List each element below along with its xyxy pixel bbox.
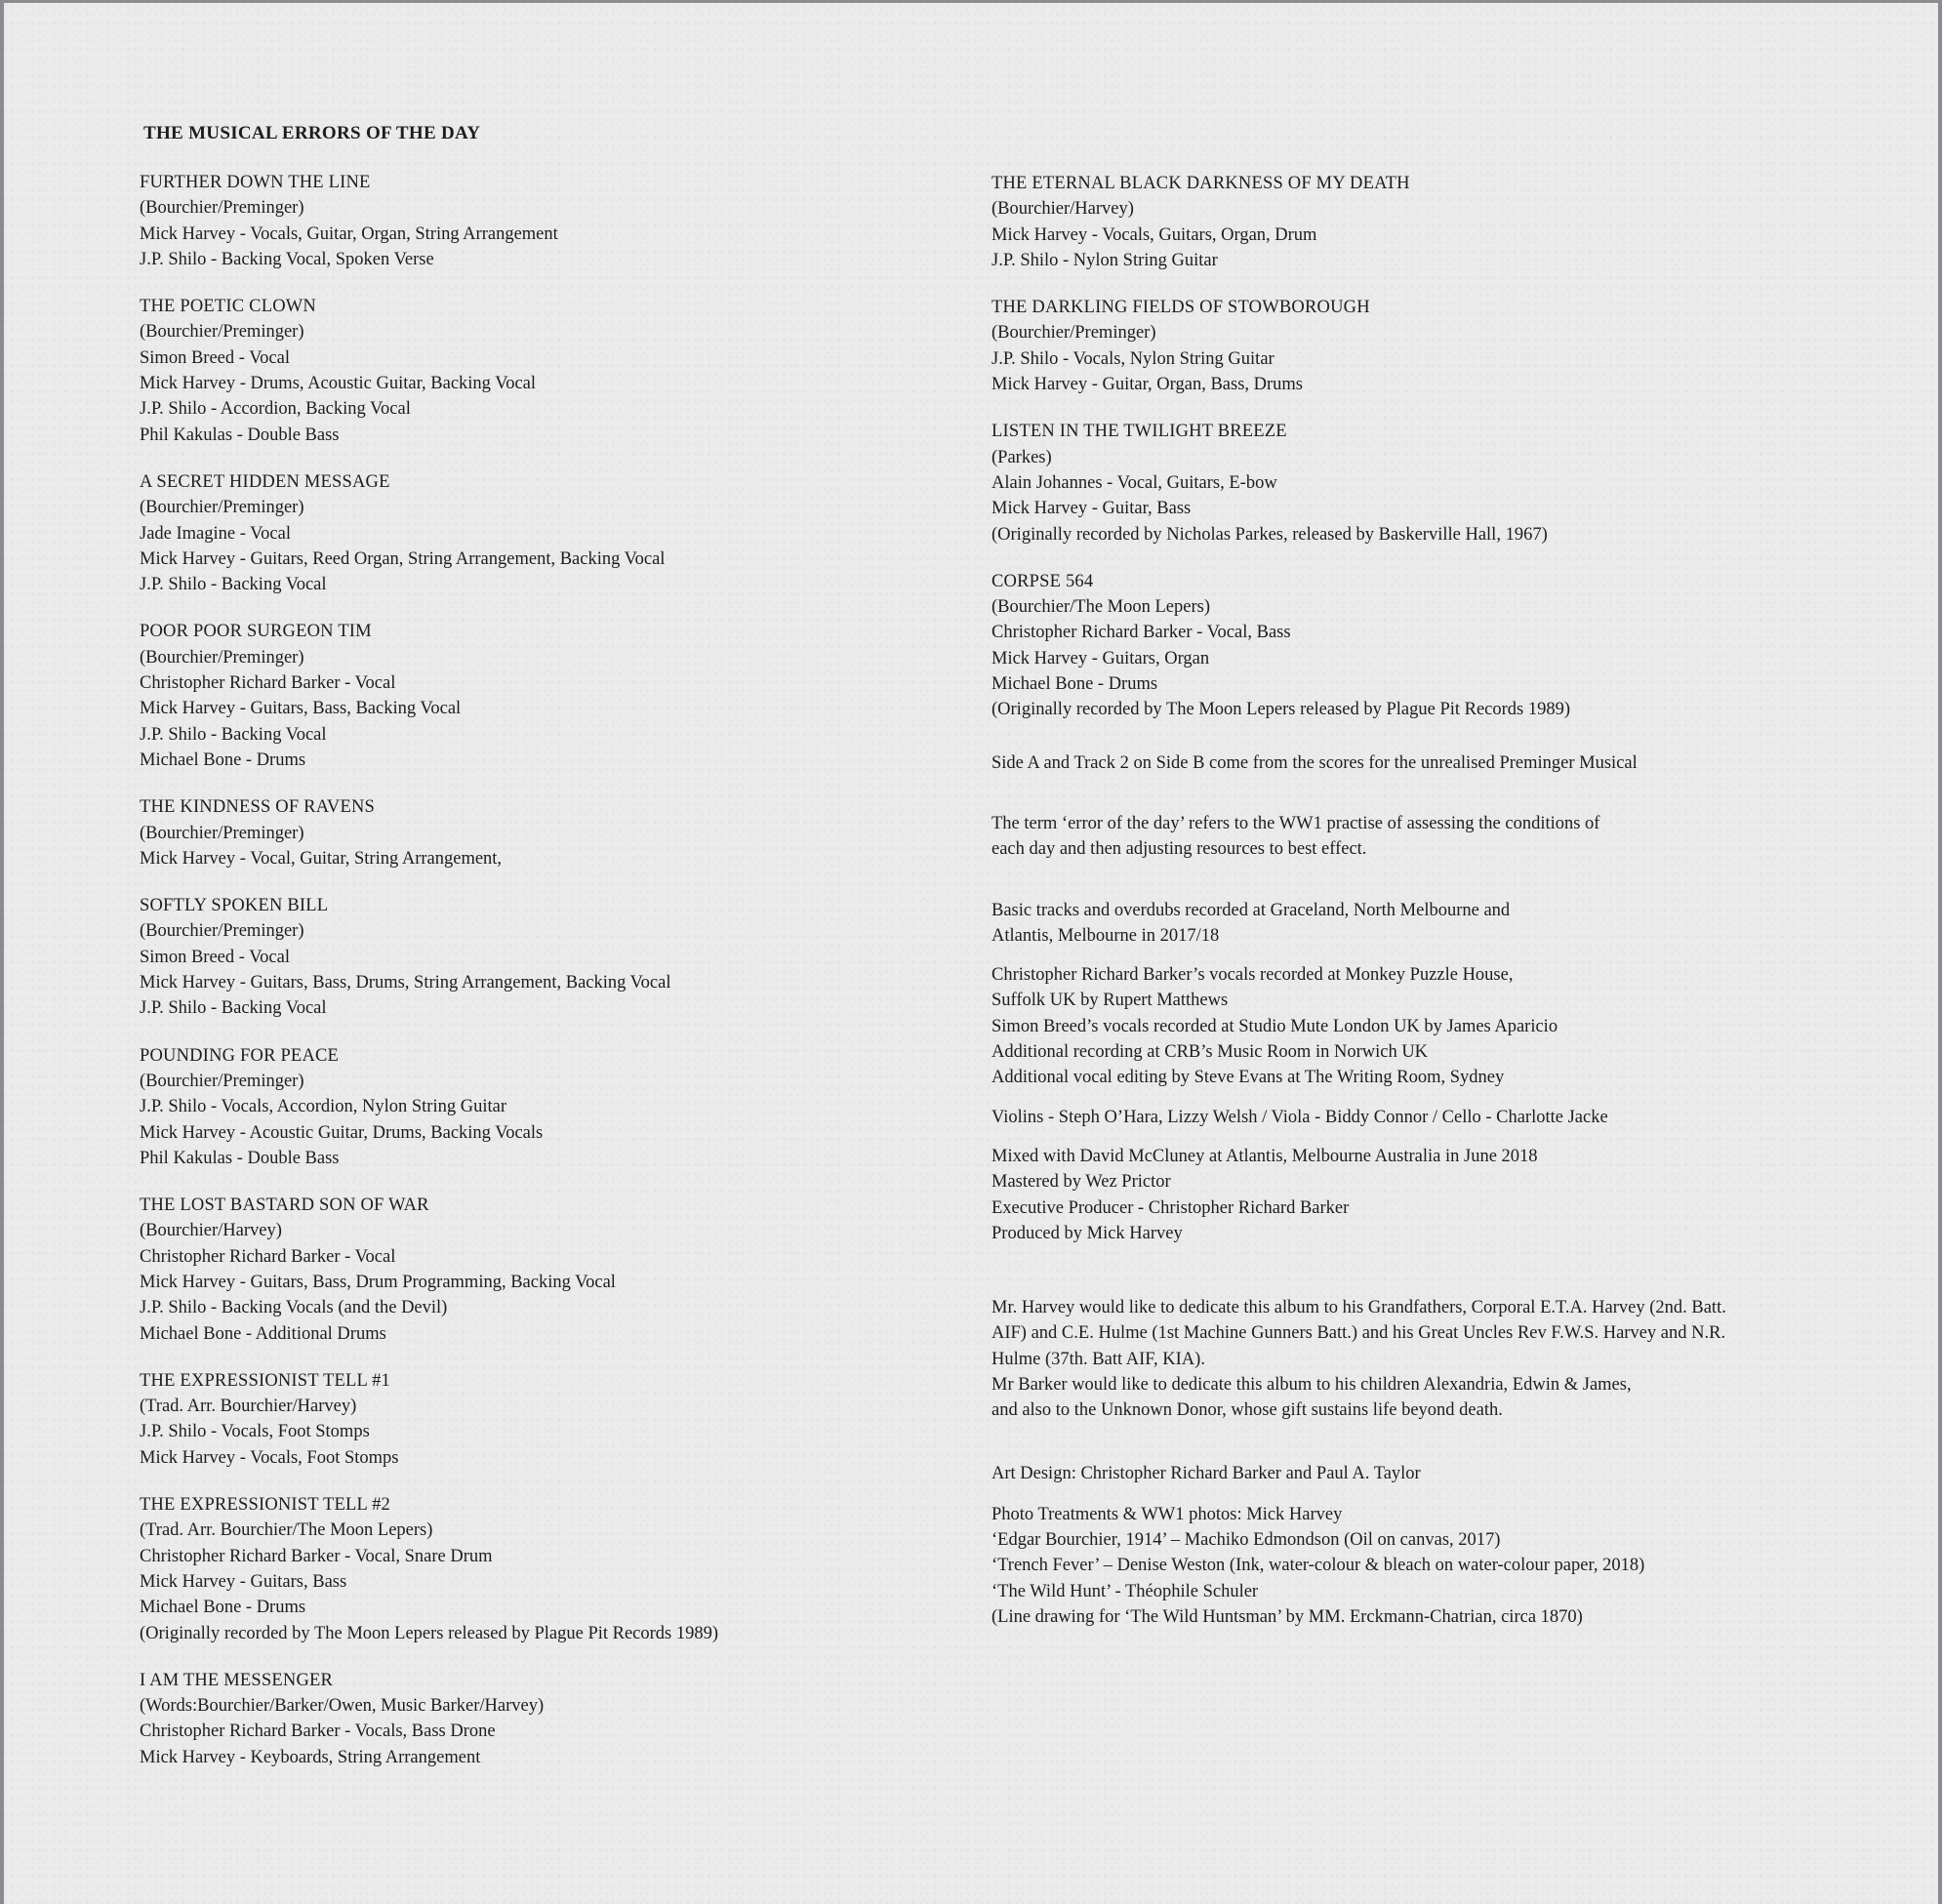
track-title: THE LOST BASTARD SON OF WAR (140, 1195, 429, 1216)
credit-line: Christopher Richard Barker - Vocal (140, 673, 396, 694)
track-title: THE KINDNESS OF RAVENS (140, 797, 375, 818)
track-entry (140, 1043, 862, 1171)
track-entry (140, 1368, 862, 1471)
note-line: and also to the Unknown Donor, whose gift sustains life beyond death. (991, 1400, 1503, 1421)
note-block (991, 750, 1919, 776)
track-title: THE DARKLING FIELDS OF STOWBOROUGH (991, 298, 1370, 318)
credit-line: Mick Harvey - Drums, Acoustic Guitar, Backing Vocal (140, 374, 537, 394)
credit-line: Mick Harvey - Keyboards, String Arrangement (140, 1747, 481, 1767)
credit-line: (Bourchier/Preminger) (140, 823, 304, 843)
note-line: ‘Trench Fever’ – Denise Weston (Ink, water-colour & bleach on water-colour paper, 2018) (991, 1556, 1645, 1576)
credit-line: J.P. Shilo - Backing Vocals (and the Devil) (140, 1298, 448, 1318)
track-entry (991, 171, 1919, 273)
note-line: Photo Treatments & WW1 photos: Mick Harvey (991, 1504, 1343, 1524)
note-line: ‘Edgar Bourchier, 1914’ – Machiko Edmondson (Oil on canvas, 2017) (991, 1530, 1501, 1551)
track-title: A SECRET HIDDEN MESSAGE (140, 471, 390, 492)
track-entry (991, 419, 1919, 547)
track-title: THE EXPRESSIONIST TELL #2 (140, 1495, 390, 1516)
track-entry (140, 794, 862, 871)
credit-line: J.P. Shilo - Vocals, Accordion, Nylon String Guitar (140, 1097, 506, 1117)
credit-line: Simon Breed - Vocal (140, 947, 290, 967)
note-line: Atlantis, Melbourne in 2017/18 (991, 925, 1220, 946)
credit-line: Mick Harvey - Vocals, Foot Stomps (140, 1447, 399, 1468)
credit-line: J.P. Shilo - Backing Vocal (140, 724, 327, 745)
left-track-list (140, 170, 862, 1770)
credit-line: Michael Bone - Drums (140, 1598, 306, 1618)
note-line: Mr. Harvey would like to dedicate this album to his Grandfathers, Corporal E.T.A. Harvey (2nd. Batt. (991, 1298, 1726, 1318)
credit-line: (Bourchier/Preminger) (140, 322, 304, 343)
credit-line: (Bourchier/Preminger) (991, 323, 1156, 344)
note-line: Hulme (37th. Batt AIF, KIA). (991, 1349, 1205, 1369)
note-line: Christopher Richard Barker’s vocals recorded at Monkey Puzzle House, (991, 965, 1514, 986)
note-block (991, 1144, 1919, 1246)
credit-line: Mick Harvey - Vocals, Guitars, Organ, Drum (991, 224, 1317, 245)
credit-line: J.P. Shilo - Backing Vocal, Spoken Verse (140, 249, 434, 269)
credit-line: (Bourchier/Preminger) (140, 1071, 304, 1091)
note-block (991, 811, 1919, 863)
note-line: Executive Producer - Christopher Richard Barker (991, 1197, 1350, 1218)
credit-line: Simon Breed - Vocal (140, 347, 290, 368)
credit-line: Alain Johannes - Vocal, Guitars, E-bow (991, 472, 1277, 493)
credit-line: (Originally recorded by The Moon Lepers released by Plague Pit Records 1989) (991, 700, 1571, 720)
note-line: Simon Breed’s vocals recorded at Studio Mute London UK by James Aparicio (991, 1016, 1558, 1036)
credit-line: Michael Bone - Drums (991, 674, 1158, 695)
track-entry (140, 469, 862, 597)
track-title: I AM THE MESSENGER (140, 1670, 334, 1690)
note-line: Produced by Mick Harvey (991, 1223, 1183, 1243)
track-title: THE EXPRESSIONIST TELL #1 (140, 1370, 390, 1391)
track-title: THE ETERNAL BLACK DARKNESS OF MY DEATH (991, 174, 1410, 193)
credit-line: (Originally recorded by The Moon Lepers released by Plague Pit Records 1989) (140, 1623, 719, 1643)
track-entry (140, 1193, 862, 1347)
track-title: LISTEN IN THE TWILIGHT BREEZE (991, 422, 1287, 442)
credit-line: Mick Harvey - Acoustic Guitar, Drums, Backing Vocals (140, 1122, 544, 1143)
credit-line: (Words:Bourchier/Barker/Owen, Music Barker/Harvey) (140, 1696, 545, 1717)
note-line: Additional recording at CRB’s Music Room in Norwich UK (991, 1042, 1429, 1063)
track-title: THE POETIC CLOWN (140, 297, 316, 317)
credit-line: Jade Imagine - Vocal (140, 523, 291, 544)
note-block (991, 898, 1919, 950)
credit-line: Christopher Richard Barker - Vocal (140, 1246, 396, 1267)
credit-line: (Bourchier/Harvey) (140, 1221, 282, 1241)
track-entry (140, 294, 862, 448)
note-line: Basic tracks and overdubs recorded at Graceland, North Melbourne and (991, 900, 1511, 920)
note-line: Art Design: Christopher Richard Barker and Paul A. Taylor (991, 1463, 1421, 1483)
credit-line: Mick Harvey - Vocal, Guitar, String Arrangement, (140, 848, 503, 869)
note-line: Suffolk UK by Rupert Matthews (991, 991, 1229, 1011)
credit-line: Mick Harvey - Guitars, Bass, Drum Programming, Backing Vocal (140, 1272, 616, 1292)
credit-line: Mick Harvey - Guitar, Bass (991, 499, 1192, 519)
credit-line: J.P. Shilo - Vocals, Foot Stomps (140, 1422, 370, 1442)
credit-line: J.P. Shilo - Accordion, Backing Vocal (140, 399, 411, 420)
credit-line: Mick Harvey - Guitars, Reed Organ, String Arrangement, Backing Vocal (140, 548, 666, 569)
credit-line: Phil Kakulas - Double Bass (140, 425, 340, 445)
note-line: AIF) and C.E. Hulme (1st Machine Gunners Batt.) and his Great Uncles Rev F.W.S. Harvey and N.R. (991, 1323, 1726, 1344)
page-title: THE MUSICAL ERRORS OF THE DAY (143, 123, 481, 143)
track-title: POOR POOR SURGEON TIM (140, 622, 372, 642)
track-entry (991, 295, 1919, 397)
track-entry (140, 893, 862, 1021)
note-line: each day and then adjusting resources to best effect. (991, 839, 1367, 860)
right-track-list (991, 171, 1919, 723)
credit-line: Mick Harvey - Guitars, Bass, Backing Vocal (140, 699, 462, 719)
credit-line: (Parkes) (991, 447, 1052, 467)
credit-line: (Bourchier/Harvey) (991, 199, 1134, 220)
note-line: Mastered by Wez Prictor (991, 1172, 1171, 1193)
credit-line: Christopher Richard Barker - Vocal, Snare Drum (140, 1546, 493, 1566)
credit-line: Michael Bone - Drums (140, 749, 306, 770)
note-line: Mr Barker would like to dedicate this album to his children Alexandria, Edwin & James, (991, 1374, 1632, 1395)
track-title: SOFTLY SPOKEN BILL (140, 896, 329, 916)
credit-line: (Bourchier/Preminger) (140, 647, 304, 668)
track-entry (140, 1668, 862, 1770)
credit-line: (Bourchier/Preminger) (140, 198, 304, 219)
note-block (991, 1461, 1919, 1486)
credit-line: Phil Kakulas - Double Bass (140, 1148, 340, 1168)
track-entry (140, 170, 862, 272)
note-block (991, 1105, 1919, 1130)
credits-notes (991, 750, 1919, 1631)
note-block (991, 1502, 1919, 1630)
credit-line: (Originally recorded by Nicholas Parkes, released by Baskerville Hall, 1967) (991, 524, 1548, 545)
left-column (140, 121, 862, 1792)
credit-line: Mick Harvey - Guitar, Organ, Bass, Drums (991, 375, 1304, 395)
credit-line: Michael Bone - Additional Drums (140, 1323, 386, 1344)
track-entry (140, 619, 862, 773)
credit-line: Mick Harvey - Guitars, Organ (991, 648, 1210, 668)
credit-line: (Bourchier/The Moon Lepers) (991, 597, 1210, 618)
right-column (991, 171, 1919, 1630)
track-title: CORPSE 564 (991, 571, 1094, 591)
note-line: The term ‘error of the day’ refers to the WW1 practise of assessing the conditions of (991, 813, 1600, 833)
credit-line: (Bourchier/Preminger) (140, 498, 304, 518)
credit-line: J.P. Shilo - Backing Vocal (140, 575, 327, 595)
note-block (991, 1295, 1919, 1423)
track-title: POUNDING FOR PEACE (140, 1045, 340, 1066)
credit-line: Mick Harvey - Vocals, Guitar, Organ, String Arrangement (140, 223, 558, 244)
note-line: Additional vocal editing by Steve Evans at The Writing Room, Sydney (991, 1068, 1505, 1088)
credit-line: Christopher Richard Barker - Vocals, Bass Drone (140, 1722, 496, 1742)
liner-notes-sheet (4, 3, 1938, 1904)
note-line: Mixed with David McCluney at Atlantis, Melbourne Australia in June 2018 (991, 1146, 1538, 1166)
credit-line: Christopher Richard Barker - Vocal, Bass (991, 623, 1291, 643)
credit-line: (Trad. Arr. Bourchier/Harvey) (140, 1397, 357, 1417)
credit-line: Mick Harvey - Guitars, Bass (140, 1571, 347, 1592)
note-line: ‘The Wild Hunt’ - Théophile Schuler (991, 1581, 1259, 1601)
track-entry (991, 569, 1919, 723)
credit-line: (Trad. Arr. Bourchier/The Moon Lepers) (140, 1520, 433, 1541)
note-line: (Line drawing for ‘The Wild Huntsman’ by MM. Erckmann-Chatrian, circa 1870) (991, 1607, 1583, 1628)
credit-line: Mick Harvey - Guitars, Bass, Drums, String Arrangement, Backing Vocal (140, 973, 671, 993)
note-line: Violins - Steph O’Hara, Lizzy Welsh / Viola - Biddy Connor / Cello - Charlotte Jacke (991, 1107, 1608, 1127)
credit-line: J.P. Shilo - Vocals, Nylon String Guitar (991, 348, 1274, 369)
credit-line: J.P. Shilo - Nylon String Guitar (991, 250, 1218, 270)
note-block (991, 962, 1919, 1090)
track-title: FURTHER DOWN THE LINE (140, 173, 371, 192)
note-line: Side A and Track 2 on Side B come from the scores for the unrealised Preminger Musical (991, 752, 1638, 773)
credit-line: J.P. Shilo - Backing Vocal (140, 998, 327, 1019)
track-entry (140, 1492, 862, 1646)
credit-line: (Bourchier/Preminger) (140, 921, 304, 942)
